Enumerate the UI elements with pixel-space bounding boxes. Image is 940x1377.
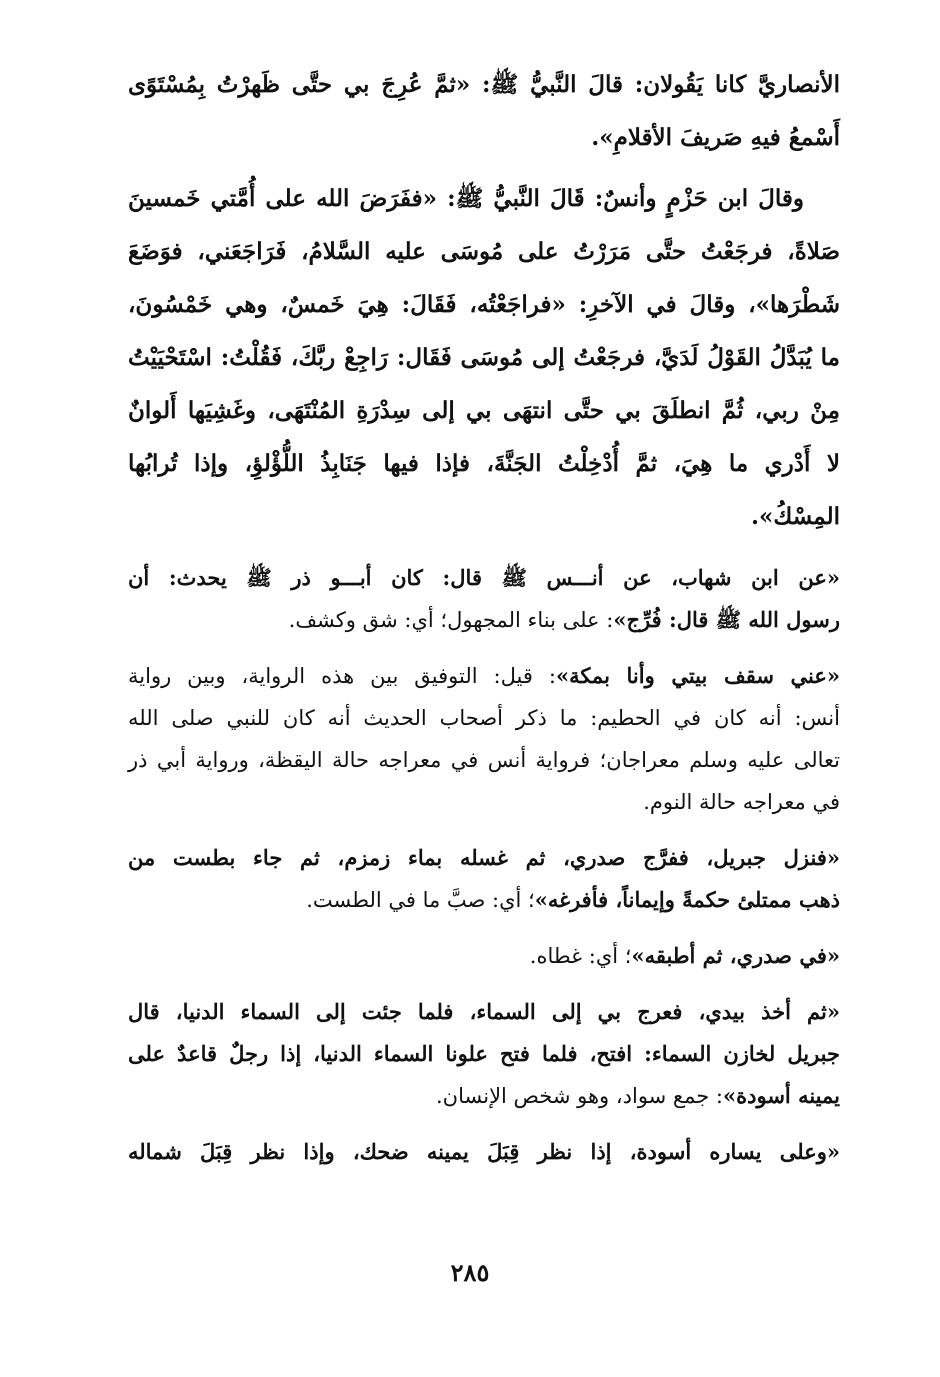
text-line: ما يُبَدَّلُ القَوْلُ لَدَيَّ، فرجَعْتُ إلى مُوسَى فَقَال: رَاجِعْ ربَّكَ، فَقُلْتُ: اسْتَحْيَيْتُ xyxy=(128,344,840,371)
text-line: الأنصاريَّ كانا يَقُولان: قالَ النَّبيُّ ﷺ: «ثمَّ عُرِجَ بي حتَّى ظَهرْتُ بِمُسْتَوًى xyxy=(128,71,840,98)
text-line: صَلاةً، فرجَعْتُ حتَّى مَرَرْتُ على مُوسَى عليه السَّلامُ، فَرَاجَعَني، فوَضَعَ xyxy=(128,238,840,265)
quoted-phrase: «عني سقف بيتي وأنا بمكة» xyxy=(555,663,841,688)
text-line: لا أَدْري ما هِيَ، ثمَّ أُدْخِلْتُ الجَنَّةَ، فإذا فيها جَنَابِذُ اللُّؤْلؤِ، وإذا تُرابُها xyxy=(128,450,840,477)
paragraph-6 xyxy=(128,935,840,977)
commentary-text: ؛ أي: صبَّ ما في الطست. xyxy=(306,888,535,912)
text-line xyxy=(128,599,840,641)
text-line xyxy=(128,655,840,697)
text-line: جبريل لخازن السماء: افتح، فلما فتح علونا السماء الدنيا، إذا رجلٌ قاعدٌ على xyxy=(128,1041,840,1066)
text-line: «ثم أخذ بيدي، فعرج بي إلى السماء، فلما جئت إلى السماء الدنيا، قال xyxy=(128,999,840,1024)
paragraph-8 xyxy=(128,1131,840,1173)
paragraph-7 xyxy=(128,991,840,1117)
text-line xyxy=(128,1075,840,1117)
text-line: أنس: أنه كان في الحطيم: ما ذكر أصحاب الحديث أنه كان للنبي صلى الله xyxy=(128,706,840,730)
text-line: أَسْمعُ فيهِ صَريفَ الأقلامِ». xyxy=(591,124,840,151)
text-line: شَطْرَها»، وقالَ في الآخرِ: «فراجَعْتُه، فَقَالَ: هِيَ خَمسٌ، وهي خَمْسُونَ، xyxy=(128,291,840,318)
quoted-phrase: ذهب ممتلئ حكمةً وإيماناً، فأفرغه» xyxy=(534,887,840,912)
page-body xyxy=(128,58,840,1173)
quoted-phrase: رسول الله ﷺ قال: فُرِّج» xyxy=(613,607,840,632)
paragraph-5 xyxy=(128,837,840,921)
text-line: تعالى عليه وسلم معراجان؛ فرواية أنس في معراجه حالة اليقظة، ورواية أبي ذر xyxy=(128,748,840,772)
commentary-text: ؛ أي: غطاه. xyxy=(529,944,632,968)
text-line: «فنزل جبريل، ففرَّج صدري، ثم غسله بماء زمزم، ثم جاء بطست من xyxy=(128,845,840,870)
text-line: المِسْكُ». xyxy=(751,503,840,530)
text-line: مِنْ ربي، ثُمَّ انطلَقَ بي حتَّى انتهَى بي إلى سِدْرَةِ المُنْتَهَى، وغَشِيَها أَلوانٌ xyxy=(128,397,840,424)
paragraph-4 xyxy=(128,655,840,823)
commentary-text: : جمع سواد، وهو شخص الإنسان. xyxy=(436,1084,723,1108)
text-line: في معراجه حالة النوم. xyxy=(643,790,840,814)
text-line xyxy=(128,935,840,977)
commentary-text: : على بناء المجهول؛ أي: شق وكشف. xyxy=(288,608,614,632)
paragraph-1 xyxy=(128,58,840,164)
text-line: وقالَ ابن حَزْمٍ وأنسٌ: قَالَ النَّبيُّ ﷺ: «ففَرَضَ الله على أُمَّتي خَمسينَ xyxy=(128,185,804,212)
text-line xyxy=(128,879,840,921)
quoted-phrase: يمينه أسودة» xyxy=(723,1083,840,1108)
text-line: «وعلى يساره أسودة، إذا نظر قِبَلَ يمينه ضحك، وإذا نظر قِبَلَ شماله xyxy=(128,1139,840,1164)
page-number: ٢٨٥ xyxy=(450,1258,490,1287)
paragraph-3 xyxy=(128,557,840,641)
quoted-phrase: «في صدري، ثم أطبقه» xyxy=(631,943,840,968)
text-line: «عن ابن شهاب، عن أنـــس ﷺ قال: كان أبـــو ذر ﷺ يحدث: أن xyxy=(128,565,840,590)
paragraph-2 xyxy=(128,172,840,543)
commentary-text: : قيل: التوفيق بين هذه الرواية، وبين رواية xyxy=(128,664,556,688)
